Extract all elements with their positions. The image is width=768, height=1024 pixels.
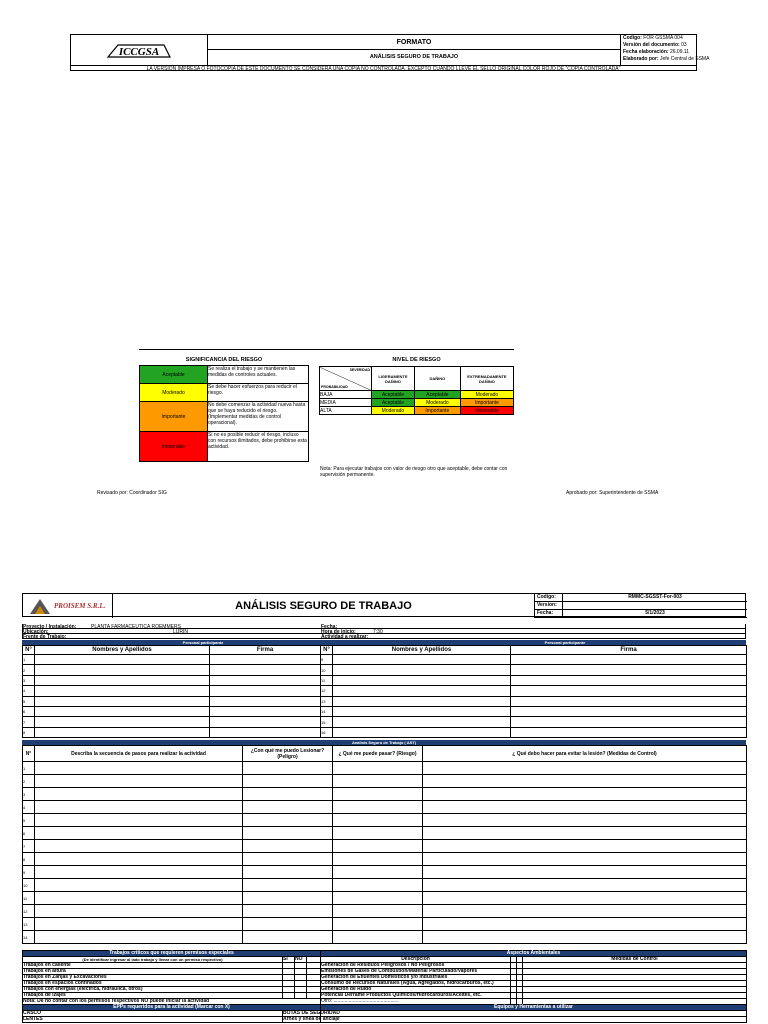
risk-level-title: NIVEL DE RIESGO	[392, 357, 441, 363]
table-row: 3	[23, 788, 747, 801]
table-row: 10	[23, 879, 747, 892]
table-row: CASCO BOTAS DE SEGURIDAD	[23, 1011, 747, 1017]
table-row: 7	[23, 840, 747, 853]
company-logo	[71, 35, 208, 65]
risk-cell: Moderado	[372, 407, 415, 415]
table-row: Trabajos con energías (eléctrica, hidráulica, otros) Generación de Ruido	[23, 987, 747, 993]
table-row: 5 13	[23, 696, 747, 706]
risk-cell: Moderado	[460, 391, 513, 399]
critical-bar: Trabajos críticos que requieren permisos especiales	[23, 951, 321, 957]
significance-table	[139, 365, 309, 462]
format-header	[70, 34, 710, 72]
env-bar: Aspectos Ambientales	[321, 951, 747, 957]
row-label: MEDIA	[320, 399, 372, 407]
significance-title: SIGNIFICANCIA DEL RIESGO	[185, 357, 263, 363]
table-row: 14	[23, 931, 747, 944]
steps-table: N° Describa la secuencia de pasos para realizar la actividad ¿Con qué me puedo Lesionar? (Peligro) ¿ Qué me puede pasar? (Riesgo) ¿ Qué debo hacer para evitar la lesión? (Medidas de Control) 1 2 3 4 5 6 7 8 9 10 11 12 13 14	[22, 745, 747, 944]
control-header: ¿ Qué debo hacer para evitar la lesión? (Medidas de Control)	[423, 746, 747, 762]
level-desc: No debe comenzar la actividad nueva hasta que se haya reducido el riesgo. (Implementar medidas de control operacional).	[208, 402, 309, 432]
col-header: EXTREMADAMENTE DAÑINO	[460, 367, 513, 391]
risk-cell: Aceptable	[414, 391, 460, 399]
level-moderate: Moderado	[140, 384, 208, 402]
location-row: Ubicación: LURIN Hora de inicio: 7:30	[22, 629, 746, 634]
proisem-logo	[23, 594, 113, 618]
table-row: 6 14	[23, 706, 747, 716]
equip-bar: Equipos y Herramientas a utilizar	[321, 1005, 747, 1011]
row-label: ALTA	[320, 407, 372, 415]
personnel-bar-right: Personal participante	[384, 640, 746, 645]
table-row: 2	[23, 775, 747, 788]
table-row: Trabajos en altura Emisiones de Gases de Combustión/Material Particulado/Vapores	[23, 969, 747, 975]
table-row: 12	[23, 905, 747, 918]
step-header: Describa la secuencia de pasos para realizar la actividad	[35, 746, 243, 762]
level-important: Importante	[140, 402, 208, 432]
risk-header: ¿ Qué me puede pasar? (Riesgo)	[333, 746, 423, 762]
risk-cell: Aceptable	[372, 399, 415, 407]
level-desc: Se realiza el trabajo y se mantienen las medidas de controles actuales.	[208, 366, 309, 384]
table-row: 8 16	[23, 727, 747, 737]
mountain-logo-icon	[29, 597, 51, 615]
approved-by: Aprobado por: Superintendente de SSMA	[566, 490, 659, 496]
ast-form	[22, 593, 746, 1024]
table-row: 4 12	[23, 686, 747, 696]
risk-level-table	[319, 366, 514, 415]
copy-notice: LA VERSIÓN IMPRESA O FOTOCOPIA DE ESTE DOCUMENTO SE CONSIDERA UNA COPIA NO CONTROLADA, EXCEPTO CUANDO LLEVE EL SELLO ORIGINAL COLOR ROJO DE "COPIA CONTROLADA"	[71, 65, 696, 71]
ast-header: PROISEM S.R.L. ANÁLISIS SEGURO DE TRABAJO Codigo: RMMC-SGSST-For-003 Version: Fecha: 5/1/2023	[22, 593, 746, 617]
table-row: 1	[23, 762, 747, 775]
table-row: Trabajos en espacios confinados Consumo de Recursos Naturales (Agua, Agregados, hidrocarburos, etc.)	[23, 981, 747, 987]
format-meta: Codigo: FOR GSSMA 004 Versión del documento: 03 Fecha elaboración: 26.09.11 Elaborado por: Jefe Central de SSMA	[623, 35, 710, 62]
table-row: 11	[23, 892, 747, 905]
ast-date: 5/1/2023	[645, 610, 665, 616]
format-title: FORMATO	[208, 35, 620, 50]
project-row: Proyecto / Instalación: PLANTA FARMACEUTICA ROEMMERS Fecha:	[22, 624, 746, 629]
table-row: 4	[23, 801, 747, 814]
risk-cell: Importante	[414, 407, 460, 415]
table-row: 7 15	[23, 717, 747, 727]
table-row: Nota: De no contar con los permisos respectivos NO puede iniciar la actividad Otro: ...............................................	[23, 999, 747, 1005]
severity-label: SEVERIDAD	[349, 368, 370, 372]
risk-cell: Aceptable	[372, 391, 415, 399]
col-header: DAÑINO	[414, 367, 460, 391]
risk-cell: Importante	[460, 399, 513, 407]
level-desc: Si no es posible reducir el riesgo, incluso con recursos ilimitados, debe prohibirse esta actividad.	[208, 432, 309, 462]
ast-title: ANÁLISIS SEGURO DE TRABAJO	[113, 594, 535, 618]
iccgsa-logo-icon	[104, 41, 174, 59]
table-row: 1 9	[23, 655, 747, 665]
hazard-header: ¿Con qué me puedo Lesionar? (Peligro)	[243, 746, 333, 762]
level-acceptable: Aceptable	[140, 366, 208, 384]
svg-text:ICCGSA: ICCGSA	[118, 46, 160, 58]
table-row: 8	[23, 853, 747, 866]
divider	[139, 349, 514, 350]
critical-env-table: Trabajos críticos que requieren permisos especiales Aspectos Ambientales (De identificar ingresar al lado trabajo y llenar con un permiso respectivo) Si NO Descripción Medidas de Control Trabajos en caliente Generación de Residuos Peligrosos / No Peligrosos Trabajos en altura Emisiones de Gases de Combustión/Material Particulado/Vapores Trabajos en Zanjas y Excavaciones Generación de Efluentes Domésticos y/o Industriales Trabajos en espacios confinados Consumo de Recursos Naturales (Agua, Agregados, hidrocarburos, etc.) Trabajos con energías (eléctrica, hidráulica, otros) Generación de Ruido Trabajos de izajes Potencial Derrame Productos Químicos/Hidrocarburos/Aceites, etc. Nota: De no contar con los permisos respectivos NO puede iniciar la actividad Otro: ............................................... EPPs requeridos para la actividad (Marcar con X) Equipos y Herramientas a utilizar CASCO BOTAS DE SEGURIDAD LENTES Arnés y línea de anclaje	[22, 950, 747, 1023]
table-row: 5	[23, 814, 747, 827]
company-name: PROISEM S.R.L.	[54, 602, 106, 610]
format-subtitle: ANÁLISIS SEGURO DE TRABAJO	[369, 54, 459, 60]
table-row: Trabajos en Zanjas y Excavaciones Generación de Efluentes Domésticos y/o Industriales	[23, 975, 747, 981]
table-row: Trabajos en caliente Generación de Residuos Peligrosos / No Peligrosos	[23, 963, 747, 969]
col-header: LIGERAMENTE DAÑINO	[372, 367, 415, 391]
ast-bar: Análisis Seguro de Trabajo ( AST)	[22, 740, 746, 745]
table-row: Trabajos de izajes Potencial Derrame Productos Químicos/Hidrocarburos/Aceites, etc.	[23, 993, 747, 999]
table-row: 3 11	[23, 675, 747, 685]
table-row: 2 10	[23, 665, 747, 675]
row-label: BAJA	[320, 391, 372, 399]
front-row: Frente de Trabajo: Actividad a realizar:	[22, 634, 746, 639]
personnel-table: N° Nombres y Apellidos Firma N° Nombres y Apellidos Firma 1 9 2 10 3 11 4 12 5 13 6 14 7 15 8 16	[22, 645, 747, 738]
level-intolerable: Intolerable	[140, 432, 208, 462]
table-row: 6	[23, 827, 747, 840]
risk-note: Nota: Para ejecutar trabajos con valor de riesgo otro que aceptable, debe contar con supervisión permanente.	[320, 466, 508, 478]
table-row: 13	[23, 918, 747, 931]
table-row: 9	[23, 866, 747, 879]
table-row: LENTES Arnés y línea de anclaje	[23, 1017, 747, 1023]
epp-bar: EPPs requeridos para la actividad (Marcar con X)	[23, 1005, 321, 1011]
reviewed-by: Revisado por: Coordinador SIG	[97, 490, 167, 496]
risk-cell: Intolerable	[460, 407, 513, 415]
personnel-bar: Personal participante	[22, 640, 384, 645]
risk-cell: Moderado	[414, 399, 460, 407]
ast-code: RMMC-SGSST-For-003	[628, 594, 682, 600]
probability-label: PROBABILIDAD	[321, 385, 348, 389]
level-desc: Se debe hacer esfuerzos para reducir el riesgo.	[208, 384, 309, 402]
